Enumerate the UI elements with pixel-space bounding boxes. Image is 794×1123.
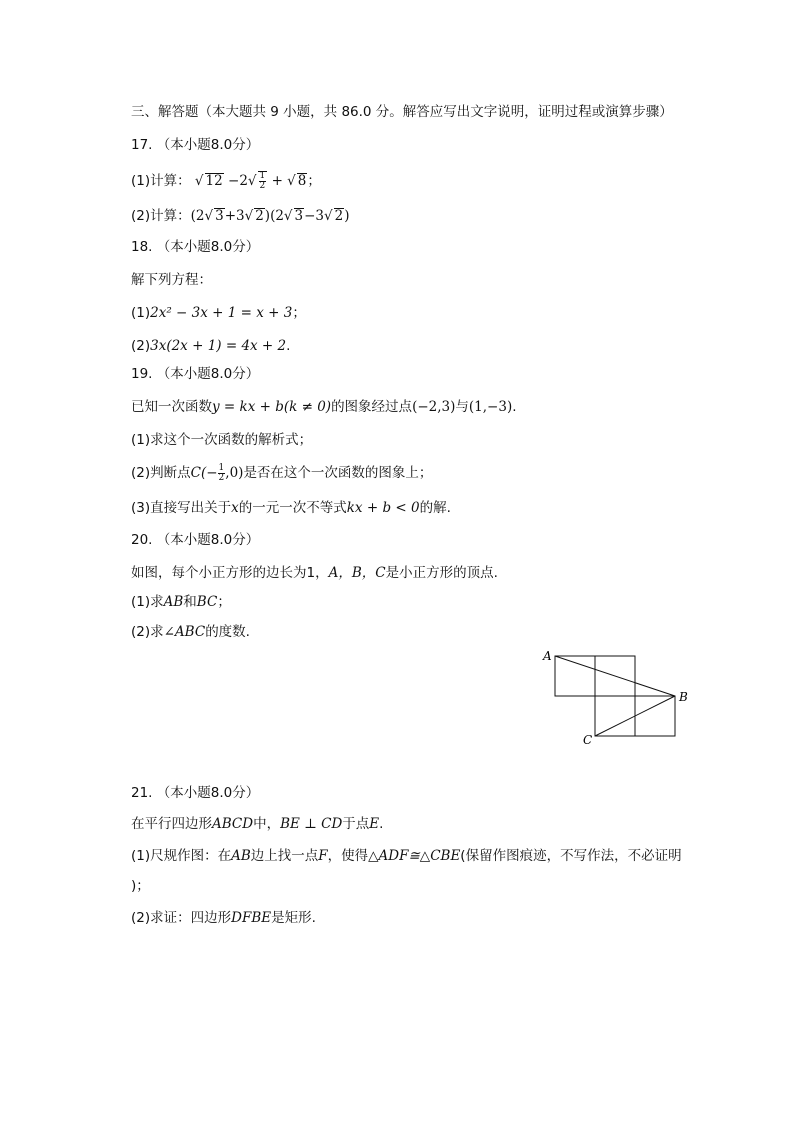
q21-number: 21. — [131, 785, 153, 801]
sqrt-icon: √ — [287, 173, 296, 189]
q18-part1 — [131, 303, 306, 323]
q17-part1-end: ； — [307, 173, 321, 189]
q21-point-e: E — [369, 816, 380, 832]
q21-text-2: 中， — [253, 816, 281, 832]
q17-score: （本小题8.0分） — [156, 137, 260, 153]
grid-cell — [555, 656, 595, 696]
q18-part2-label: (2) — [131, 338, 151, 354]
q20-ab: AB — [163, 594, 184, 610]
q20-part1-end: ； — [217, 594, 231, 610]
q20-text-2: 是小正方形的顶点. — [385, 565, 498, 581]
q19-part3-end: 的解. — [419, 500, 451, 516]
q19-function: y = kx + b(k ≠ 0) — [212, 399, 332, 415]
section-header-text: 三、解答题（本大题共 9 小题，共 86.0 分。解答应写出文字说明，证明过程或演算步骤） — [131, 104, 673, 120]
q17-sqrt-8: 8 — [297, 173, 307, 189]
q18-intro — [131, 270, 212, 290]
q17-p2-close: ) — [344, 208, 350, 224]
q21-part2 — [131, 908, 316, 928]
q19-point-1: (−2,3) — [412, 399, 456, 415]
q17-p2-sqrt2b: 2 — [334, 208, 344, 224]
q19-part3 — [131, 498, 451, 518]
q19-stem — [131, 397, 517, 417]
q18-number: 18. — [131, 239, 153, 255]
sqrt-icon: √ — [247, 173, 257, 189]
q19-part2-label: (2)判断点 — [131, 465, 191, 481]
q20-points: A，B，C — [328, 565, 386, 581]
q19-part2-text: 是否在这个一次函数的图象上； — [243, 465, 433, 481]
q20-grid-figure — [540, 648, 700, 748]
label-c: C — [583, 733, 593, 747]
q18-part2-equation: 3x(2x + 1) = 4x + 2 — [150, 338, 287, 354]
q21-part1-end: )； — [131, 878, 150, 894]
q20-text-1: 如图，每个小正方形的边长为1， — [131, 565, 329, 581]
q18-part1-end: ； — [292, 305, 306, 321]
q17-p2-sqrt2a: 2 — [255, 208, 264, 224]
q17-part1-label: (1)计算： — [131, 173, 191, 189]
q20-part2-text: 的度数. — [205, 624, 250, 640]
q18-part2 — [131, 336, 290, 356]
q19-heading — [131, 364, 259, 384]
q21-part2-text: 是矩形. — [271, 910, 316, 926]
q17-sqrt-12: 12 — [205, 173, 223, 189]
q19-frac-den: 2 — [218, 472, 225, 483]
q21-text-c: ，使得 — [327, 848, 369, 864]
q17-p2-sqrt3a: 3 — [215, 208, 224, 224]
q17-p2-open: (2 — [190, 208, 205, 224]
q17-frac-den: 2 — [259, 181, 266, 191]
label-b: B — [679, 690, 688, 704]
q19-frac-num: 1 — [218, 462, 225, 473]
q21-ab: AB — [231, 848, 251, 864]
q17-minus-two: −2 — [228, 173, 248, 189]
q19-point-c-tail: ,0) — [225, 465, 244, 481]
q20-angle: ∠ABC — [163, 624, 206, 640]
q19-part3-text: 的一元一次不等式 — [238, 500, 347, 516]
q19-inequality: kx + b < 0 — [346, 500, 420, 516]
q17-part2-label: (2)计算： — [131, 208, 191, 224]
q17-p2-mid: )(2 — [264, 208, 284, 224]
q19-part2 — [131, 462, 432, 484]
q19-text-4: . — [512, 399, 517, 415]
q20-bc: BC — [196, 594, 218, 610]
q21-point-f: F — [318, 848, 328, 864]
q21-score: （本小题8.0分） — [156, 785, 260, 801]
q19-point-c: C(− — [190, 465, 218, 481]
q17-p2-sqrt3b: 3 — [294, 208, 304, 224]
sqrt-icon: √ — [244, 208, 254, 224]
q21-text-b: 边上找一点 — [250, 848, 319, 864]
q21-text-4: . — [379, 816, 384, 832]
label-a: A — [543, 649, 552, 663]
q21-part1-cont — [131, 876, 150, 896]
q20-heading — [131, 530, 259, 550]
q17-sqrt-half — [258, 171, 268, 191]
q21-part2-label: (2)求证：四边形 — [131, 910, 232, 926]
q18-part1-label: (1) — [131, 305, 151, 321]
q19-text-3: 与 — [455, 399, 469, 415]
q21-congruence: △ADF≅△CBE — [368, 848, 461, 864]
q19-part1-text: (1)求这个一次函数的解析式； — [131, 432, 313, 448]
q17-part1 — [131, 170, 321, 192]
q21-text-1: 在平行四边形 — [131, 816, 212, 832]
segment-ab — [555, 656, 675, 696]
q19-score: （本小题8.0分） — [156, 366, 260, 382]
q18-intro-text: 解下列方程： — [131, 272, 212, 288]
q18-part1-equation: 2x² − 3x + 1 = x + 3 — [150, 305, 293, 321]
sqrt-icon: √ — [194, 173, 204, 189]
sqrt-icon: √ — [324, 208, 333, 224]
q17-part2 — [131, 206, 350, 226]
q19-point-2: (1,−3) — [468, 399, 513, 415]
q20-part2 — [131, 622, 250, 642]
q21-text-3: 于点 — [342, 816, 370, 832]
section-header — [131, 102, 673, 122]
q17-frac-num: 1 — [259, 171, 266, 181]
q19-number: 19. — [131, 366, 153, 382]
q20-part2-label: (2)求 — [131, 624, 164, 640]
q17-heading — [131, 135, 259, 155]
q17-plus: + — [271, 173, 283, 189]
q19-part1 — [131, 430, 312, 450]
q19-part3-label: (3)直接写出关于 — [131, 500, 232, 516]
q17-p2-minus3: −3 — [304, 208, 325, 224]
q20-part1-label: (1)求 — [131, 594, 164, 610]
q20-number: 20. — [131, 532, 153, 548]
q21-heading — [131, 783, 259, 803]
q20-stem — [131, 563, 498, 583]
q18-score: （本小题8.0分） — [156, 239, 260, 255]
q19-text-2: 的图象经过点 — [331, 399, 413, 415]
grid-cell — [595, 696, 635, 736]
q17-p2-plus3: +3 — [224, 208, 245, 224]
q21-text-d: (保留作图痕迹，不写作法，不必证明 — [460, 848, 682, 864]
q18-heading — [131, 237, 259, 257]
q21-part1-label: (1)尺规作图：在 — [131, 848, 232, 864]
q19-var-x: x — [231, 500, 239, 516]
q21-abcd: ABCD — [212, 816, 254, 832]
q21-be-perp-cd: BE ⊥ CD — [280, 816, 343, 832]
q21-dfbe: DFBE — [231, 910, 272, 926]
q21-stem — [131, 814, 383, 834]
q17-number: 17. — [131, 137, 153, 153]
q20-score: （本小题8.0分） — [156, 532, 260, 548]
grid-cell — [635, 696, 675, 736]
q20-and: 和 — [183, 594, 197, 610]
sqrt-icon: √ — [204, 208, 214, 224]
q21-part1 — [131, 846, 682, 866]
q20-part1 — [131, 592, 231, 612]
sqrt-icon: √ — [283, 208, 293, 224]
q18-part2-end: . — [286, 338, 291, 354]
q19-text-1: 已知一次函数 — [131, 399, 212, 415]
